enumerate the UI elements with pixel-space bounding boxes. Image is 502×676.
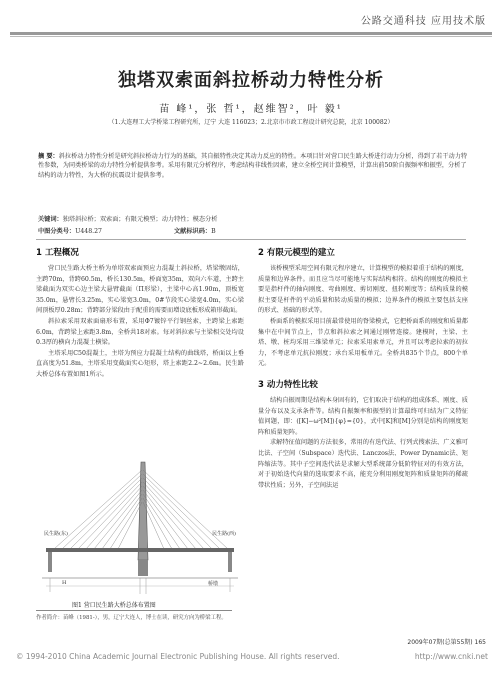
footnote-rule bbox=[36, 610, 232, 611]
authors: 苗 峰¹，张 哲¹，赵维智²，叶 毅¹ bbox=[159, 104, 343, 115]
figure-caption: 图1 营口民生路大桥总体布置图 bbox=[72, 602, 156, 609]
paragraph: 桥面系的模拟采用目前最常使用的脊梁模式，它把桥面系的刚度和质量都集中在中间节点上，节点和斜拉索之间通过刚臂连接。建模时，主梁、主塔、墩、桩均采用三维梁单元；拉索采用索单元，并且可以考虑拉索的初拉力，不考虑单元抗拉刚度；承台采用板单元。全桥共835个节点，800个单元。 bbox=[258, 317, 468, 368]
paragraph: 主塔采用C50混凝土，主塔为预应力混凝土结构的曲线塔，桥面以上垂直高度为51.8m，主塔采用变截面实心矩形，塔上索距2.2~2.6m。民生路大桥总体布置如图1所示。 bbox=[36, 349, 244, 378]
figure-label-bottom-right: 桥墩 bbox=[207, 581, 218, 587]
doc-code-label: 文献标识码： bbox=[173, 228, 212, 235]
clc-value: U448.27 bbox=[75, 228, 102, 235]
keywords-text: 独塔斜拉桥；双索面；有限元模型；动力特性；模态分析 bbox=[62, 216, 218, 223]
bridge-figure bbox=[42, 456, 238, 596]
keywords bbox=[38, 214, 468, 223]
abstract-label: 摘 要： bbox=[38, 153, 59, 160]
paragraph: 求解特征值问题的方法很多，常用的有迭代法、行列式搜索法、广义雅可比法、子空间（Subspace）迭代法、Lanczos法、Power Dynamic法、矩阵缩法等。其中子空间迭代法是求解大型系统部分低阶特征对的有效方法，对于初始迭代向量的选取要求不高，能充分利用刚度矩阵和质量矩阵的稀疏带状性质；另外，子空间法运 bbox=[258, 439, 468, 489]
affiliation: （1.大连理工大学桥梁工程研究所，辽宁 大连 116023；2.北京市市政工程设计研究总院，北京 100082） bbox=[108, 119, 394, 126]
paragraph: 结构自振周期是结构本身固有的，它们取决于结构的组成体系、刚度、质量分布以及支承条件等。结构自振频率和振型的计算最终可归结为广义特征值问题，即：([K]−ω²[M]){φ}={0}，式中[K]和[M]分别是结构的刚度矩阵和质量矩阵。 bbox=[258, 396, 468, 436]
paper-title: 独塔双索面斜拉桥动力特性分析 bbox=[118, 70, 384, 91]
bridge-elevation-drawing bbox=[42, 456, 238, 596]
classification bbox=[38, 226, 468, 235]
header-rule-thin bbox=[10, 36, 492, 37]
section-heading: 3 动力特性比较 bbox=[258, 379, 318, 390]
keywords-label: 关键词： bbox=[38, 216, 63, 223]
section-body bbox=[36, 264, 244, 381]
figure-label-left: 民生路(东) bbox=[44, 531, 68, 537]
section-heading: 2 有限元模型的建立 bbox=[258, 248, 335, 258]
paragraph: 营口民生路大桥主桥为单塔双索面预应力混凝土斜拉桥，塔梁墩固结，主跨70m，背跨60.5m，桥长130.5m，桥面宽35m，双向六车道，主跨主梁截面为双实心边主梁大悬臂截面（Π形梁），主梁中心高1.90m，顶板宽35.0m，悬臂长3.25m，实心梁宽3.0m，0#节段实心梁宽4.0m，实心梁间顶板厚0.28m；背跨部分梁段由于配重的需要而增设底板形成箱形截面。 bbox=[36, 265, 244, 315]
section-heading: 1 工程概况 bbox=[36, 248, 79, 258]
footnote: 作者简介：苗峰（1981-），男，辽宁大连人，博士在读，研究方向为桥梁工程。 bbox=[36, 615, 227, 621]
website-link[interactable]: http://www.cnki.net bbox=[414, 652, 488, 661]
page-info: 2009年07期(总第55期) 165 bbox=[407, 639, 486, 646]
copyright: © 1994-2010 China Academic Journal Electronic Publishing House. All rights reserved. bbox=[16, 652, 340, 661]
right-column bbox=[258, 246, 468, 491]
abstract bbox=[38, 152, 468, 180]
journal-header: 公路交通科技 应用技术版 bbox=[360, 16, 486, 27]
abstract-text: 斜拉桥动力特性分析是研究斜拉桥动力行为的基础，其自振特性决定其动力反应的特性。本项目针对营口民生路大桥进行动力分析，得到了若干动力特性参数，为同类桥梁的动力特性分析提供参考。采用有限元分析程序，考虑结构非线性因素，建立全桥空间计算模型，计算出前50阶自振频率和振型，分析了结构的动力特性，为大桥的抗震设计提供参考。 bbox=[38, 153, 468, 179]
paragraph: 该桥模型采用空间有限元程序建立，计算模型的模拟着重于结构的刚度，质量和边界条件。而且应当尽可能地与实际结构相符。结构的刚度的模拟主要是指杆件的轴向刚度、弯曲刚度、剪切刚度、扭转刚度等；结构质量的模拟主要是杆件的平动质量和转动质量的模拟；边界条件的模拟主要包括支座的形式、基础的形式等。 bbox=[258, 265, 468, 315]
clc-label: 中图分类号： bbox=[38, 228, 76, 235]
figure-label-right: 民生路(西) bbox=[212, 531, 236, 537]
left-column bbox=[36, 246, 244, 381]
section-body bbox=[258, 264, 468, 370]
figure-label-bottom-left: H bbox=[62, 580, 67, 586]
paragraph: 斜拉索采用双索面扇形布置，采用Φ7镀锌平行钢丝索，主跨梁上索距6.0m，背跨梁上索距3.8m，全桥共18对索。每对斜拉索与主梁相交处均设0.3厚的横向力混凝土横梁。 bbox=[36, 317, 244, 347]
doc-code-value: B bbox=[211, 228, 216, 235]
header-rule bbox=[10, 32, 492, 35]
abstract-separator bbox=[36, 239, 466, 240]
section-body bbox=[258, 396, 468, 491]
